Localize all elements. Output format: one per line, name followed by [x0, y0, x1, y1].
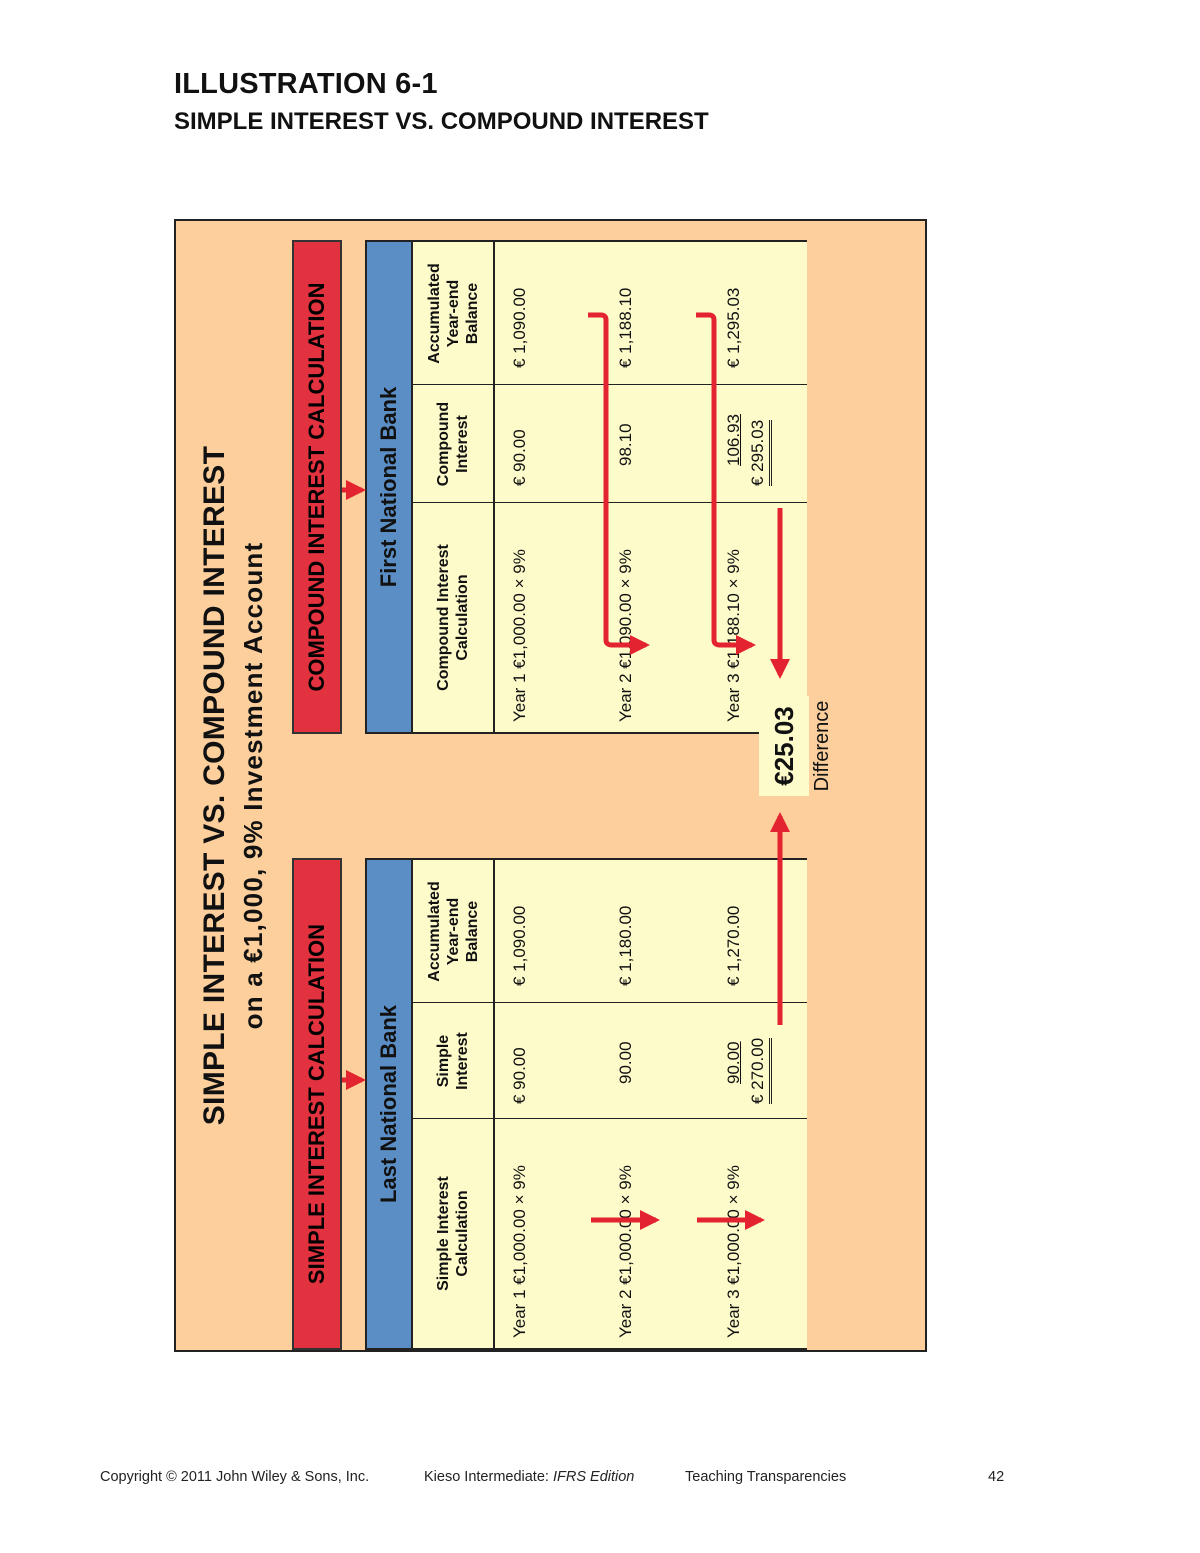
compound-row1-interest: € 90.00 — [510, 429, 529, 486]
simple-row2-calc: Year 2 €1,000.00 × 9% — [616, 1165, 635, 1338]
simple-row3-balance: € 1,270.00 — [724, 905, 743, 986]
page-title: ILLUSTRATION 6-1 — [174, 68, 438, 100]
compound-calc-column-header: Compound Interest Calculation — [413, 503, 495, 732]
page-subtitle: SIMPLE INTEREST VS. COMPOUND INTEREST — [174, 108, 709, 135]
compound-interest-total: € 295.03 — [748, 420, 772, 486]
compound-row1-calc: Year 1 €1,000.00 × 9% — [510, 549, 529, 722]
simple-interest-column-header: Simple Interest — [413, 1003, 495, 1119]
simple-row3-interest: 90.00 — [724, 1041, 743, 1084]
simple-row2-interest: 90.00 — [616, 1041, 635, 1084]
footer-book — [424, 1469, 634, 1485]
difference-label: Difference — [811, 700, 833, 792]
compound-row3-calc: Year 3 €1,188.10 × 9% — [724, 549, 743, 722]
simple-calc-column-header: Simple Interest Calculation — [413, 1119, 495, 1348]
simple-interest-total: € 270.00 — [748, 1038, 772, 1104]
illustration-title: SIMPLE INTEREST VS. COMPOUND INTEREST — [198, 445, 231, 1126]
compound-row3-balance: € 1,295.03 — [724, 287, 743, 368]
simple-row1-interest: € 90.00 — [510, 1047, 529, 1104]
compound-row2-balance: € 1,188.10 — [616, 287, 635, 368]
first-national-bank-header: First National Bank — [365, 240, 413, 734]
last-national-bank-table — [365, 858, 807, 1350]
compound-row1-balance: € 1,090.00 — [510, 287, 529, 368]
simple-balance-column-header: Accumulated Year-end Balance — [413, 860, 495, 1003]
difference-value: €25.03 — [759, 696, 809, 796]
last-national-bank-header: Last National Bank — [365, 858, 413, 1350]
footer-series: Teaching Transparencies — [685, 1469, 847, 1485]
footer-page-number: 42 — [988, 1469, 1005, 1485]
first-national-bank-table — [365, 240, 807, 734]
footer-book-prefix: Kieso Intermediate: — [424, 1469, 553, 1485]
illustration — [174, 219, 927, 1352]
compound-balance-column-header: Accumulated Year-end Balance — [413, 242, 495, 385]
illustration-frame — [174, 217, 929, 1352]
illustration-subtitle: on a €1,000, 9% Investment Account — [238, 541, 268, 1030]
compound-row2-interest: 98.10 — [616, 423, 635, 466]
footer-book-edition: IFRS Edition — [552, 1469, 635, 1485]
footer-copyright: Copyright © 2011 John Wiley & Sons, Inc. — [100, 1469, 370, 1485]
compound-row3-interest: 106.93 — [724, 414, 743, 466]
compound-interest-banner: COMPOUND INTEREST CALCULATION — [292, 240, 342, 734]
simple-row1-balance: € 1,090.00 — [510, 905, 529, 986]
simple-row2-balance: € 1,180.00 — [616, 905, 635, 986]
compound-interest-column-header: Compound Interest — [413, 385, 495, 503]
compound-row2-calc: Year 2 €1,090.00 × 9% — [616, 549, 635, 722]
simple-row1-calc: Year 1 €1,000.00 × 9% — [510, 1165, 529, 1338]
simple-row3-calc: Year 3 €1,000.00 × 9% — [724, 1165, 743, 1338]
simple-interest-banner: SIMPLE INTEREST CALCULATION — [292, 858, 342, 1350]
